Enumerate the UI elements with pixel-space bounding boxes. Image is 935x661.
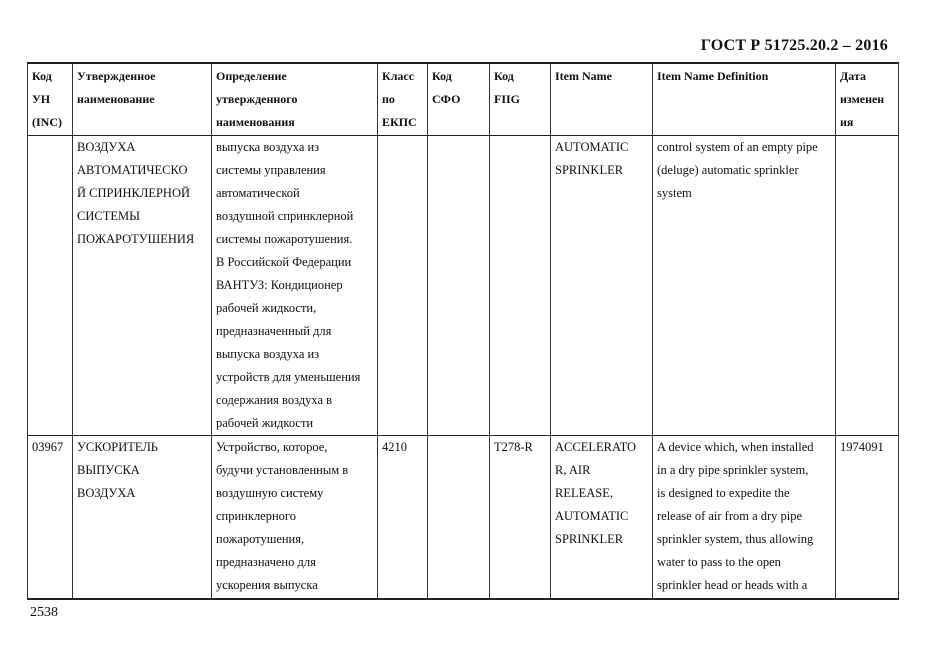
cell-class: 4210 [378,436,428,600]
cell-definition [212,136,378,436]
text-line: воздушной спринклерной [216,209,354,223]
table-row [28,136,899,436]
col-header-approved-name [73,63,212,136]
text-line: Код [494,69,514,83]
cell-name [73,436,212,600]
col-header-date [836,63,899,136]
cell-sfo [428,436,490,600]
text-line: выпуска воздуха из [216,347,320,361]
text-line: SPRINKLER [555,532,624,546]
text-line: УН [32,92,51,106]
text-line: ЕКПС [382,115,417,129]
text-line: СФО [432,92,461,106]
text-line: AUTOMATIC [555,140,629,154]
page-number: 2538 [30,605,58,620]
text-line: Дата [840,69,866,83]
text-line: устройств для уменьшения [216,370,361,384]
text-line: изменен [840,92,885,106]
text-line: is designed to expedite the [657,486,790,500]
text-line: Item Name Definition [657,69,769,83]
header-row [28,63,899,136]
col-header-item-name [551,63,653,136]
text-line: наименование [77,92,155,106]
text-line: (deluge) automatic sprinkler [657,163,799,177]
cell-name [73,136,212,436]
cell-item-def [653,436,836,600]
text-line: предназначенный для [216,324,332,338]
col-header-class [378,63,428,136]
text-line: (INC) [32,115,62,129]
text-line: В Российской Федерации [216,255,352,269]
col-header-item-def [653,63,836,136]
classification-table [27,62,899,600]
text-line: воздушную систему [216,486,324,500]
text-line: утвержденного [216,92,298,106]
text-line: ВОЗДУХА [77,486,136,500]
text-line: ACCELERATO [555,440,637,454]
text-line: system [657,186,692,200]
cell-class [378,136,428,436]
text-line: ия [840,115,854,129]
text-line: FIIG [494,92,521,106]
text-line: выпуска воздуха из [216,140,320,154]
text-line: АВТОМАТИЧЕСКО [77,163,188,177]
text-line: R, AIR [555,463,591,477]
col-header-fiig [490,63,551,136]
text-line: ВЫПУСКА [77,463,140,477]
text-line: автоматической [216,186,300,200]
text-line: Код [432,69,452,83]
text-line: water to pass to the open [657,555,781,569]
cell-code [28,136,73,436]
cell-item-def [653,136,836,436]
cell-item-name [551,436,653,600]
text-line: ВАНТУЗ: Кондиционер [216,278,343,292]
col-header-definition [212,63,378,136]
cell-item-name [551,136,653,436]
text-line: рабочей жидкости [216,416,314,430]
cell-fiig [490,136,551,436]
text-line: содержания воздуха в [216,393,333,407]
cell-date: 1974091 [836,436,899,600]
text-line: Код [32,69,52,83]
text-line: рабочей жидкости, [216,301,317,315]
text-line: Й СПРИНКЛЕРНОЙ [77,186,191,200]
text-line: ПОЖАРОТУШЕНИЯ [77,232,195,246]
text-line: по [382,92,395,106]
text-line: Item Name [555,69,612,83]
text-line: предназначено для [216,555,316,569]
text-line: УСКОРИТЕЛЬ [77,440,158,454]
cell-definition [212,436,378,600]
text-line: A device which, when installed [657,440,814,454]
standard-title: ГОСТ Р 51725.20.2 – 2016 [700,37,888,54]
text-line: sprinkler system, thus allowing [657,532,814,546]
table-row [28,436,899,600]
cell-code: 03967 [28,436,73,600]
text-line: Устройство, которое, [216,440,328,454]
text-line: ВОЗДУХА [77,140,136,154]
text-line: control system of an empty pipe [657,140,818,154]
text-line: Определение [216,69,287,83]
col-header-code [28,63,73,136]
text-line: спринклерного [216,509,296,523]
text-line: in a dry pipe sprinkler system, [657,463,809,477]
cell-fiig: T278-R [490,436,551,600]
text-line: SPRINKLER [555,163,624,177]
text-line: AUTOMATIC [555,509,629,523]
text-line: sprinkler head or heads with a [657,578,808,592]
text-line: пожаротушения, [216,532,305,546]
cell-date [836,136,899,436]
text-line: ускорения выпуска [216,578,318,592]
text-line: RELEASE, [555,486,613,500]
text-line: СИСТЕМЫ [77,209,140,223]
text-line: системы пожаротушения. [216,232,353,246]
text-line: наименования [216,115,295,129]
text-line: Класс [382,69,415,83]
col-header-sfo [428,63,490,136]
text-line: Утвержденное [77,69,156,83]
cell-sfo [428,136,490,436]
text-line: будучи установленным в [216,463,349,477]
text-line: release of air from a dry pipe [657,509,803,523]
text-line: системы управления [216,163,326,177]
